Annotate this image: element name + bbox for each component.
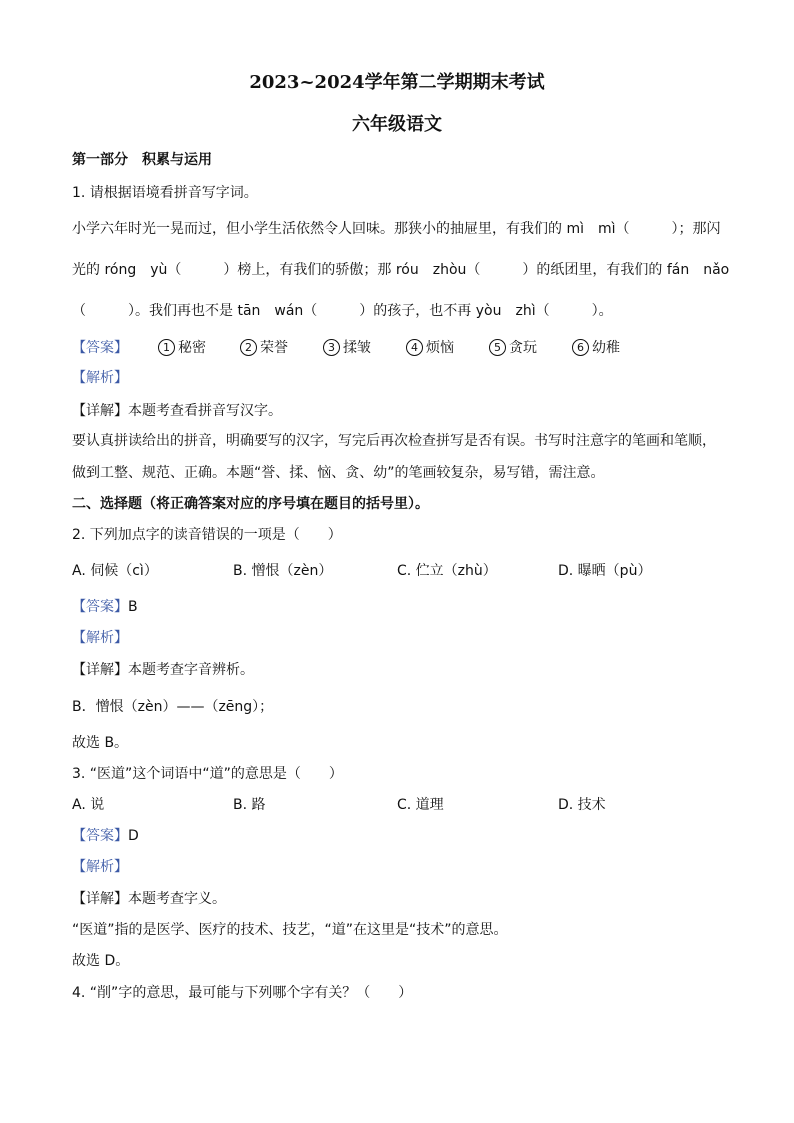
q2-explain-line1: B．憎恨（zèn）——（zēng）； xyxy=(72,699,274,715)
circled-number: 6 xyxy=(572,339,589,356)
q2-answer: 【答案】B xyxy=(72,599,138,615)
answer-tag: 【答案】 xyxy=(72,828,128,844)
circled-number: 1 xyxy=(158,339,175,356)
q3-conclusion: 故选 D。 xyxy=(72,953,130,969)
section2-heading: 二、选择题（将正确答案对应的序号填在题目的括号里）。 xyxy=(72,496,429,512)
q3-analysis-tag: 【解析】 xyxy=(72,859,128,875)
q1-analysis-tag: 【解析】 xyxy=(72,370,128,386)
q3-option-a: A. 说 xyxy=(72,797,105,813)
q1-answer-item: 5 贪玩 xyxy=(489,338,537,358)
q1-paragraph-line1: 小学六年时光一晃而过，但小学生活依然令人回味。那狭小的抽屉里，有我们的 mì mì（ ）；那闪 xyxy=(72,221,721,237)
q2-analysis-tag: 【解析】 xyxy=(72,630,128,646)
q1-stem: 1. 请根据语境看拼音写字词。 xyxy=(72,185,258,201)
circled-number: 4 xyxy=(406,339,423,356)
q1-explain-line1: 要认真拼读给出的拼音，明确要写的汉字，写完后再次检查拼写是否有误。书写时注意字的笔画和笔顺， xyxy=(72,433,716,449)
q1-answer-item: 3 揉皱 xyxy=(323,338,371,358)
q1-answer-item: 6 幼稚 xyxy=(572,338,620,358)
q1-paragraph-line3: （ ）。我们再也不是 tān wán（ ）的孩子，也不再 yòu zhì（ ）。 xyxy=(72,303,613,319)
q3-answer: 【答案】D xyxy=(72,828,139,844)
q3-detail: 【详解】本题考查字义。 xyxy=(72,891,226,907)
doc-title: 2023~2024学年第二学期期末考试 xyxy=(249,72,545,93)
q2-option-b: B. 憎恨（zèn） xyxy=(233,563,333,579)
detail-tag: 【详解】 xyxy=(72,891,128,907)
q2-conclusion: 故选 B。 xyxy=(72,735,129,751)
q4-stem: 4. “削”字的意思，最可能与下列哪个字有关？（ ） xyxy=(72,985,413,1001)
q1-answer-item: 2 荣誉 xyxy=(240,338,288,358)
q1-explain-line2: 做到工整、规范、正确。本题“誉、揉、恼、贪、幼”的笔画较复杂，易写错，需注意。 xyxy=(72,465,605,481)
q2-stem: 2. 下列加点字的读音错误的一项是（ ） xyxy=(72,527,342,543)
q2-detail: 【详解】本题考查字音辨析。 xyxy=(72,662,254,678)
q3-option-b: B. 路 xyxy=(233,797,266,813)
q3-option-c: C. 道理 xyxy=(397,797,444,813)
q1-answer-item: 4 烦恼 xyxy=(406,338,454,358)
detail-tag: 【详解】 xyxy=(72,403,128,419)
q3-option-d: D. 技术 xyxy=(558,797,606,813)
q2-option-a: A. 伺候（cì） xyxy=(72,563,158,579)
q1-answer-item: 1 秘密 xyxy=(158,338,206,358)
q1-paragraph-line2: 光的 róng yù（ ）榜上，有我们的骄傲；那 róu zhòu（ ）的纸团里，有我们的 fán nǎo xyxy=(72,262,730,278)
answer-tag: 【答案】 xyxy=(72,599,128,615)
detail-tag: 【详解】 xyxy=(72,662,128,678)
q2-option-c: C. 伫立（zhù） xyxy=(397,563,497,579)
q2-option-d: D. 曝晒（pù） xyxy=(558,563,652,579)
circled-number: 5 xyxy=(489,339,506,356)
part1-heading: 第一部分 积累与运用 xyxy=(72,152,212,168)
doc-subtitle: 六年级语文 xyxy=(352,114,442,135)
q1-detail: 【详解】本题考查看拼音写汉字。 xyxy=(72,403,282,419)
q1-answer-tag: 【答案】 xyxy=(72,340,128,356)
circled-number: 2 xyxy=(240,339,257,356)
circled-number: 3 xyxy=(323,339,340,356)
q3-stem: 3. “医道”这个词语中“道”的意思是（ ） xyxy=(72,766,343,782)
q3-explain-line1: “医道”指的是医学、医疗的技术、技艺，“道”在这里是“技术”的意思。 xyxy=(72,922,508,938)
